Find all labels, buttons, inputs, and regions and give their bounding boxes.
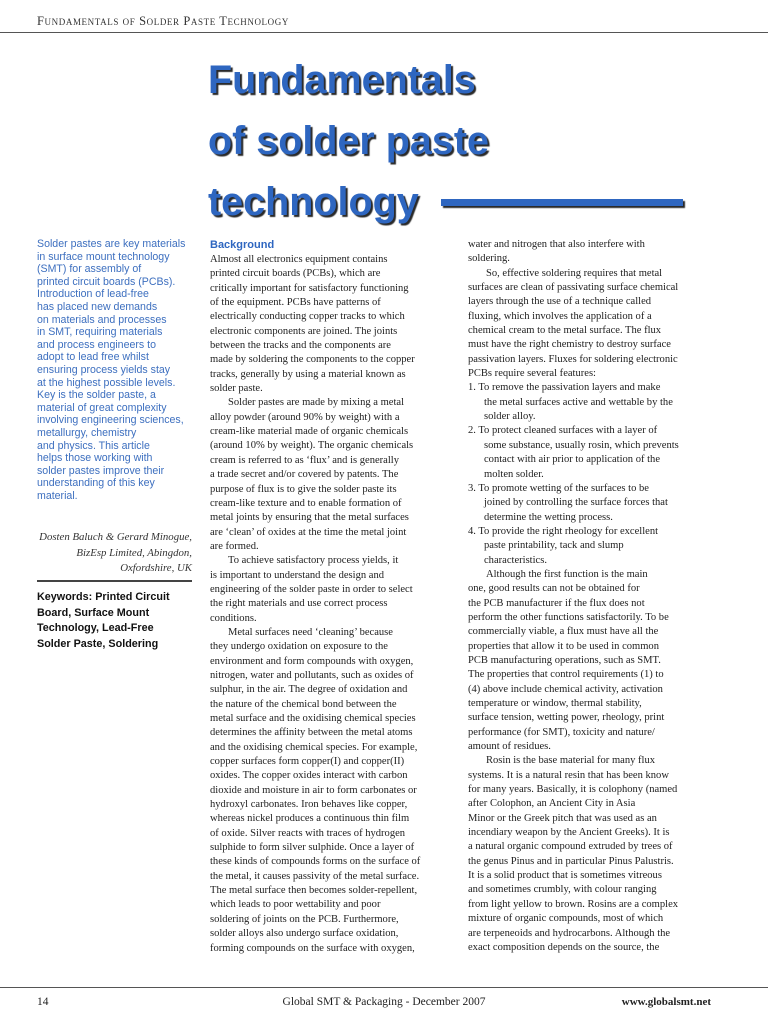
body-text-line: the nature of the chemical bond between the — [210, 698, 397, 710]
body-text-line: Rosin is the base material for many flux — [486, 755, 656, 767]
body-text-line: chemical cream to the metal surface. The flux — [468, 325, 662, 337]
body-text-line: (4) above include chemical activity, activation — [468, 683, 663, 695]
body-text-line: The properties that control requirements (1) to — [468, 669, 664, 681]
title-decorative-bar — [441, 199, 683, 206]
body-text-line: the metal, it causes passivity of the metal surface. — [210, 870, 420, 882]
body-text-line: water and nitrogen that also interfere with — [468, 239, 645, 250]
body-text-line: copper surfaces form copper(I) and copper(II) — [210, 756, 405, 768]
website-link[interactable]: www.globalsmt.net — [621, 996, 711, 1008]
body-text-line: of the equipment. PCBs have patterns of — [210, 297, 381, 309]
standfirst-line: Key is the solder paste, a — [37, 389, 156, 402]
body-text-line: alloy powder (around 90% by weight) with a — [210, 411, 400, 423]
body-text-line: a trade secret and/or covered by patents. The — [210, 469, 399, 481]
body-text-line: for many years. Basically, it is colophony (named — [468, 784, 678, 796]
body-text-line: engineering of the solder paste in order to select — [210, 583, 413, 595]
title-line-3-text: technology — [208, 180, 419, 224]
body-text-line: of oxide. Silver reacts with traces of hydrogen — [210, 827, 406, 839]
body-column-middle — [210, 238, 455, 956]
body-text-line: surfaces are clean of passivating surface chemical — [468, 282, 679, 294]
keywords-line: Keywords: Printed Circuit — [37, 591, 170, 603]
footer-rule — [0, 987, 768, 988]
body-text-line: electrically conducting copper tracks to which — [210, 311, 405, 323]
standfirst-line: on materials and processes — [37, 313, 167, 326]
body-text-line: cream-like texture and to enable formation of — [210, 497, 402, 509]
title-line-2: of solder paste — [208, 119, 489, 163]
standfirst-line: (SMT) for assembly of — [37, 263, 142, 276]
header-rule — [0, 32, 768, 33]
author-line: BizEsp Limited, Abingdon, — [76, 546, 192, 559]
body-text-line: paste printability, tack and slump — [484, 540, 624, 552]
body-text-line: PCBs require several features: — [468, 368, 596, 380]
body-text-line: nitrogen, water and pollutants, such as oxides of — [210, 669, 414, 681]
body-text-line: whereas nickel produces a continuous thin film — [210, 813, 410, 825]
body-text-line: forming compounds on the surface with oxygen, — [210, 942, 415, 954]
page-number: 14 — [37, 996, 49, 1008]
body-text-line: perform the other functions satisfactorily. To be — [468, 611, 669, 623]
body-text-line: solder alloys also undergo surface oxidation, — [210, 928, 399, 940]
standfirst-line: in SMT, requiring materials — [37, 326, 163, 339]
body-text-line: must have the right chemistry to destroy surface — [468, 339, 671, 351]
body-text-line: fluxing, which involves the application of a — [468, 310, 652, 322]
body-text-line: Solder pastes are made by mixing a metal — [228, 397, 405, 409]
author-line: Oxfordshire, UK — [120, 562, 192, 574]
body-text-line: one, good results can not be obtained for — [468, 583, 640, 595]
body-text-line: mixture of organic compounds, most of which — [468, 913, 664, 925]
standfirst-line: and process engineers to — [37, 338, 156, 351]
body-text-line: PCB manufacturing operations, such as SMT. — [468, 654, 661, 666]
body-text-line: after Colophon, an Ancient City in Asia — [468, 798, 636, 810]
body-text-line: metal joints by ensuring that the metal surfaces — [210, 512, 409, 524]
standfirst-line: metallurgy, chemistry — [37, 426, 137, 439]
body-text-line: printed circuit boards (PCBs), which are — [210, 268, 381, 280]
article-title — [208, 50, 728, 233]
body-text-line: To achieve satisfactory process yields, it — [228, 555, 399, 567]
title-line-3 — [208, 172, 728, 233]
body-text-line: The metal surface then becomes solder-repellent, — [210, 885, 418, 897]
body-text-line: between the tracks and the components are — [210, 340, 391, 352]
body-text-line: Minor or the Greek pitch that was used as an — [468, 812, 657, 824]
title-line-1: Fundamentals — [208, 58, 476, 102]
body-text-line: characteristics. — [484, 554, 547, 566]
body-text-line: temperature or window, thermal stability, — [468, 698, 642, 709]
body-text-line: 4. To provide the right rheology for excellent — [468, 525, 659, 537]
body-text-line: the PCB manufacturer if the flux does not — [468, 597, 645, 609]
body-text-line: metal surface and the oxidising chemical species — [210, 713, 416, 724]
body-text-line: are ‘clean’ of oxides at the time the metal joint — [210, 526, 407, 538]
section-heading-background: Background — [210, 239, 275, 251]
body-text-line: sulphur, in the air. The degree of oxidation and — [210, 684, 408, 696]
body-text-line: from light yellow to brown. Rosins are a complex — [468, 898, 679, 910]
body-text-line: dioxide and moisture in air to form carbonates or — [210, 784, 417, 796]
body-text-line: Although the first function is the main — [486, 568, 648, 580]
standfirst-line: Introduction of lead-free — [37, 288, 149, 301]
standfirst-line: and physics. This article — [37, 439, 150, 452]
body-text-line: are terpeneoids and hydrocarbons. Although the — [468, 927, 671, 939]
body-text-line: these kinds of compounds forms on the surface of — [210, 856, 421, 868]
body-text-line: 1. To remove the passivation layers and make — [468, 382, 661, 394]
body-text-line: critically important for satisfactory functioning — [210, 282, 409, 294]
body-text-line: environment and form compounds with oxygen, — [210, 655, 414, 667]
body-text-line: electronic components are joined. The joints — [210, 325, 398, 337]
standfirst-line: material of great complexity — [37, 401, 167, 414]
body-text-line: contact with air prior to application of the — [484, 454, 661, 466]
author-line: Dosten Baluch & Gerard Minogue, — [39, 531, 192, 543]
body-text-line: tracks, generally by using a material known as — [210, 368, 406, 380]
body-text-line: layers through the use of a technique called — [468, 296, 652, 308]
body-text-line: solder alloy. — [484, 411, 536, 423]
body-text-line: performance (for SMT), toxicity and nature/ — [468, 726, 655, 738]
body-text-line: is important to understand the design and — [210, 569, 384, 581]
body-column-right — [468, 238, 716, 955]
standfirst-line: ensuring process yields stay — [37, 363, 171, 376]
body-text-line: which leads to poor wettability and poor — [210, 899, 381, 911]
body-text-line: cream is referred to as ‘flux’ and is generally — [210, 454, 399, 466]
body-text-line: purpose of flux is to give the solder paste its — [210, 483, 397, 495]
body-text-line: 3. To promote wetting of the surfaces to be — [468, 482, 649, 494]
body-text-line: So, effective soldering requires that metal — [486, 267, 663, 279]
body-text-line: surface tension, wetting power, rheology, print — [468, 712, 665, 724]
body-text-line: molten solder. — [484, 468, 544, 480]
body-text-line: exact composition depends on the source, the — [468, 941, 660, 953]
body-text-line: soldering of joints on the PCB. Furthermore, — [210, 913, 399, 925]
body-text-line: are formed. — [210, 540, 259, 552]
running-header: Fundamentals of Solder Paste Technology — [37, 14, 289, 28]
body-text-line: they undergo oxidation on exposure to the — [210, 641, 388, 653]
body-text-line: oxides. The copper oxides interact with carbon — [210, 770, 408, 782]
body-text-line: solder paste. — [210, 383, 263, 395]
keywords-line: Solder Paste, Soldering — [37, 637, 159, 650]
body-text-line: Metal surfaces need ‘cleaning’ because — [228, 626, 393, 638]
body-text-line: joined by controlling the surface forces that — [484, 497, 668, 509]
body-text-line: commercially viable, a flux must have all the — [468, 626, 659, 638]
body-text-line: cream-like material made of organic chemicals — [210, 426, 409, 438]
body-text-line: (around 10% by weight). The organic chemicals — [210, 440, 414, 452]
standfirst-line: helps those working with — [37, 452, 153, 465]
body-text-line: the right materials and use correct process — [210, 598, 388, 610]
body-text-line: It is a solid product that is sometimes vitreous — [468, 870, 662, 882]
body-text-line: the genus Pinus and in particular Pinus Palustris. — [468, 855, 674, 867]
body-text-line: some substance, usually rosin, which prevents — [484, 439, 679, 451]
body-text-line: properties that allow it to be used in common — [468, 640, 659, 652]
body-text-line: and the oxidising chemical species. For example, — [210, 741, 418, 753]
standfirst-line: Solder pastes are key materials — [37, 238, 186, 250]
standfirst-line: printed circuit boards (PCBs). — [37, 275, 176, 288]
standfirst-line: has placed new demands — [37, 300, 158, 313]
standfirst-line: material. — [37, 489, 78, 502]
body-text-line: passivation layers. Fluxes for soldering electronic — [468, 353, 678, 365]
body-text-line: the metal surfaces active and wettable by the — [484, 396, 673, 408]
body-text-line: Almost all electronics equipment contains — [210, 254, 388, 265]
keywords-line: Technology, Lead-Free — [37, 622, 154, 635]
standfirst-line: at the highest possible levels. — [37, 376, 176, 389]
body-text-line: conditions. — [210, 612, 257, 624]
author-credits — [37, 530, 192, 577]
standfirst — [37, 238, 195, 502]
standfirst-line: in surface mount technology — [37, 250, 170, 263]
body-text-line: hydroxyl carbonates. Iron behaves like copper, — [210, 799, 408, 811]
journal-name: Global SMT & Packaging - December 2007 — [282, 996, 486, 1008]
body-text-line: sulphide to form silver sulphide. Once a layer of — [210, 842, 415, 854]
body-text-line: made by soldering the components to the copper — [210, 354, 415, 366]
body-text-line: incendiary weapon by the Ancient Greeks). It is — [468, 827, 670, 839]
body-text-line: determine the wetting process. — [484, 511, 613, 523]
body-text-line: a natural organic compound extruded by trees of — [468, 841, 673, 853]
standfirst-line: involving engineering sciences, — [37, 414, 184, 427]
keywords-rule — [37, 580, 192, 582]
body-text-line: 2. To protect cleaned surfaces with a layer of — [468, 425, 658, 437]
standfirst-line: understanding of this key — [37, 477, 155, 490]
standfirst-line: solder pastes improve their — [37, 464, 165, 477]
body-text-line: soldering. — [468, 253, 510, 265]
body-text-line: determines the affinity between the metal atoms — [210, 727, 413, 739]
keywords-line: Board, Surface Mount — [37, 606, 150, 619]
keywords — [37, 590, 197, 652]
standfirst-line: adopt to lead free whilst — [37, 351, 149, 364]
body-text-line: systems. It is a natural resin that has been know — [468, 769, 669, 781]
body-text-line: amount of residues. — [468, 741, 551, 753]
body-text-line: and sometimes crumbly, with colour ranging — [468, 884, 657, 896]
